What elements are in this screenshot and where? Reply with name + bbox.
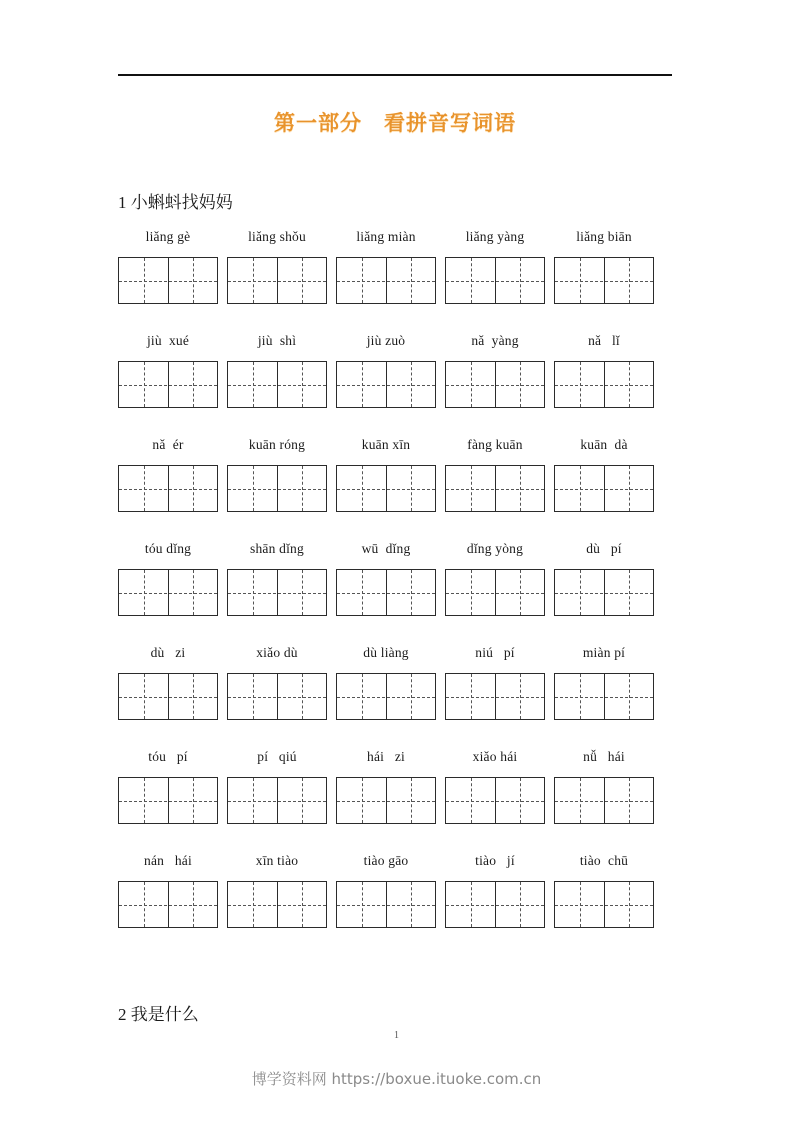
exercise-item xyxy=(118,748,218,824)
pinyin-label: liǎng miàn xyxy=(356,229,416,244)
grid-guide-vertical-right xyxy=(193,258,194,303)
writing-grid-box[interactable] xyxy=(336,777,436,824)
grid-guide-vertical-left xyxy=(253,674,254,719)
grid-guide-horizontal xyxy=(555,697,653,698)
pinyin-label: liǎng gè xyxy=(145,229,191,244)
grid-guide-vertical-right xyxy=(411,882,412,927)
grid-guide-vertical-left xyxy=(144,258,145,303)
grid-guide-vertical-right xyxy=(629,882,630,927)
exercise-item xyxy=(118,228,218,304)
writing-grid-box[interactable] xyxy=(554,777,654,824)
grid-guide-horizontal xyxy=(555,801,653,802)
writing-grid-box[interactable] xyxy=(445,465,545,512)
grid-guide-horizontal xyxy=(119,801,217,802)
grid-guide-horizontal xyxy=(119,281,217,282)
exercise-item xyxy=(445,436,545,512)
exercise-item xyxy=(227,748,327,824)
writing-grid-box[interactable] xyxy=(118,673,218,720)
exercise-row xyxy=(118,332,678,432)
grid-guide-horizontal xyxy=(228,489,326,490)
grid-guide-vertical-left xyxy=(580,778,581,823)
exercise-item xyxy=(336,540,436,616)
page-title: 第一部分 看拼音写词语 xyxy=(274,111,516,135)
grid-guide-vertical-right xyxy=(520,674,521,719)
exercise-row-items xyxy=(118,436,678,512)
grid-guide-vertical-left xyxy=(362,778,363,823)
writing-grid-box[interactable] xyxy=(336,673,436,720)
grid-guide-vertical-left xyxy=(362,466,363,511)
exercise-item xyxy=(118,540,218,616)
grid-guide-vertical-left xyxy=(144,570,145,615)
exercise-item xyxy=(227,436,327,512)
exercise-item xyxy=(554,644,654,720)
grid-guide-vertical-right xyxy=(629,778,630,823)
writing-grid-box[interactable] xyxy=(118,881,218,928)
grid-guide-vertical-right xyxy=(411,362,412,407)
pinyin-label: niú pí xyxy=(475,645,515,660)
grid-guide-vertical-left xyxy=(580,570,581,615)
exercise-item xyxy=(227,540,327,616)
writing-grid-box[interactable] xyxy=(336,881,436,928)
exercise-item xyxy=(336,644,436,720)
grid-guide-vertical-left xyxy=(471,258,472,303)
grid-guide-horizontal xyxy=(337,801,435,802)
pinyin-label: tóu pí xyxy=(148,749,188,764)
writing-grid-box[interactable] xyxy=(445,881,545,928)
pinyin-label: hái zi xyxy=(367,749,405,764)
section-heading-lesson-1: 1 小蝌蚪找妈妈 xyxy=(118,193,233,212)
exercise-row-items xyxy=(118,332,678,408)
writing-grid-box[interactable] xyxy=(118,465,218,512)
writing-grid-box[interactable] xyxy=(554,257,654,304)
grid-guide-vertical-left xyxy=(144,362,145,407)
grid-guide-horizontal xyxy=(119,593,217,594)
writing-grid-box[interactable] xyxy=(445,673,545,720)
exercise-row xyxy=(118,644,678,744)
writing-grid-box[interactable] xyxy=(336,361,436,408)
pinyin-label: xiǎo hái xyxy=(472,749,518,764)
writing-grid-box[interactable] xyxy=(118,777,218,824)
section-heading-lesson-2: 2 我是什么 xyxy=(118,1005,199,1024)
grid-guide-vertical-left xyxy=(362,362,363,407)
grid-guide-vertical-left xyxy=(144,778,145,823)
exercise-row xyxy=(118,540,678,640)
grid-guide-horizontal xyxy=(228,593,326,594)
grid-guide-horizontal xyxy=(337,385,435,386)
grid-guide-vertical-left xyxy=(471,882,472,927)
exercise-row xyxy=(118,852,678,952)
exercise-item xyxy=(554,852,654,928)
pinyin-label: liǎng biān xyxy=(576,229,632,244)
writing-grid-box[interactable] xyxy=(227,257,327,304)
exercise-item xyxy=(336,852,436,928)
exercise-row-items xyxy=(118,748,678,824)
grid-guide-vertical-left xyxy=(471,674,472,719)
writing-grid-box[interactable] xyxy=(445,777,545,824)
exercise-item xyxy=(445,540,545,616)
pinyin-label: dù zi xyxy=(150,645,186,660)
writing-grid-box[interactable] xyxy=(227,673,327,720)
pinyin-label: nǎ lǐ xyxy=(588,333,620,348)
exercise-row xyxy=(118,436,678,536)
writing-grid-box[interactable] xyxy=(445,257,545,304)
grid-guide-vertical-right xyxy=(302,778,303,823)
grid-guide-horizontal xyxy=(555,593,653,594)
grid-guide-vertical-left xyxy=(144,674,145,719)
grid-guide-horizontal xyxy=(119,385,217,386)
pinyin-label: tiào gāo xyxy=(363,853,409,868)
grid-guide-vertical-left xyxy=(471,570,472,615)
grid-guide-vertical-right xyxy=(302,362,303,407)
writing-grid-box[interactable] xyxy=(118,569,218,616)
exercise-item xyxy=(336,228,436,304)
grid-guide-vertical-left xyxy=(253,362,254,407)
pinyin-label: jiù zuò xyxy=(366,333,406,348)
exercise-item xyxy=(118,436,218,512)
grid-guide-horizontal xyxy=(555,489,653,490)
grid-guide-vertical-left xyxy=(253,882,254,927)
grid-guide-vertical-right xyxy=(629,258,630,303)
writing-grid-box[interactable] xyxy=(227,465,327,512)
grid-guide-vertical-right xyxy=(520,778,521,823)
grid-guide-vertical-left xyxy=(580,882,581,927)
pinyin-label: shān dǐng xyxy=(250,541,304,556)
pinyin-label: liǎng yàng xyxy=(465,229,525,244)
exercise-item xyxy=(118,332,218,408)
pinyin-label: nǎ yàng xyxy=(471,333,519,348)
pinyin-label: dù pí xyxy=(586,541,622,556)
grid-guide-vertical-left xyxy=(580,466,581,511)
grid-guide-vertical-left xyxy=(580,674,581,719)
grid-guide-vertical-right xyxy=(302,674,303,719)
exercise-item xyxy=(445,852,545,928)
writing-grid-box[interactable] xyxy=(118,257,218,304)
grid-guide-vertical-right xyxy=(302,466,303,511)
grid-guide-vertical-left xyxy=(362,674,363,719)
exercise-item xyxy=(118,644,218,720)
writing-grid-box[interactable] xyxy=(227,569,327,616)
grid-guide-vertical-left xyxy=(144,882,145,927)
exercise-item xyxy=(445,332,545,408)
grid-guide-horizontal xyxy=(337,905,435,906)
grid-guide-horizontal xyxy=(446,905,544,906)
writing-grid-box[interactable] xyxy=(445,361,545,408)
watermark: 博学资料网 https://boxue.ituoke.com.cn xyxy=(251,1070,542,1088)
pinyin-label: tiào chū xyxy=(579,853,629,868)
grid-guide-vertical-right xyxy=(302,882,303,927)
exercise-item xyxy=(227,644,327,720)
grid-guide-horizontal xyxy=(228,801,326,802)
pinyin-label: dù liàng xyxy=(363,645,409,660)
pinyin-label: xīn tiào xyxy=(255,853,299,868)
exercise-item xyxy=(336,332,436,408)
grid-guide-horizontal xyxy=(337,697,435,698)
grid-guide-vertical-left xyxy=(362,258,363,303)
writing-grid-box[interactable] xyxy=(554,465,654,512)
pinyin-label: tiào jí xyxy=(475,853,515,868)
pinyin-label: liǎng shǒu xyxy=(248,229,306,244)
grid-guide-vertical-right xyxy=(520,258,521,303)
grid-guide-vertical-left xyxy=(253,466,254,511)
grid-guide-horizontal xyxy=(446,593,544,594)
grid-guide-vertical-left xyxy=(362,882,363,927)
exercise-row-items xyxy=(118,228,678,304)
grid-guide-vertical-right xyxy=(520,882,521,927)
grid-guide-vertical-left xyxy=(580,258,581,303)
pinyin-label: jiù shì xyxy=(257,333,297,348)
grid-guide-horizontal xyxy=(119,489,217,490)
exercise-item xyxy=(227,332,327,408)
grid-guide-vertical-right xyxy=(302,570,303,615)
grid-guide-vertical-right xyxy=(411,674,412,719)
pinyin-label: nǚ hái xyxy=(583,749,625,764)
grid-guide-horizontal xyxy=(555,905,653,906)
grid-guide-vertical-left xyxy=(253,570,254,615)
exercise-row xyxy=(118,228,678,328)
grid-guide-horizontal xyxy=(337,489,435,490)
writing-grid-box[interactable] xyxy=(227,361,327,408)
exercise-item xyxy=(445,748,545,824)
grid-guide-horizontal xyxy=(119,905,217,906)
grid-guide-vertical-right xyxy=(629,466,630,511)
grid-guide-vertical-right xyxy=(193,882,194,927)
grid-guide-vertical-right xyxy=(629,570,630,615)
exercise-item xyxy=(227,852,327,928)
pinyin-label: kuān xīn xyxy=(361,437,411,452)
grid-guide-vertical-right xyxy=(302,258,303,303)
pinyin-label: nán hái xyxy=(144,853,192,868)
exercise-row-items xyxy=(118,852,678,928)
writing-grid-box[interactable] xyxy=(336,465,436,512)
grid-guide-vertical-right xyxy=(411,778,412,823)
grid-guide-vertical-right xyxy=(193,362,194,407)
exercise-item xyxy=(445,228,545,304)
writing-grid-box[interactable] xyxy=(445,569,545,616)
grid-guide-vertical-right xyxy=(193,570,194,615)
grid-guide-horizontal xyxy=(337,593,435,594)
grid-guide-horizontal xyxy=(555,385,653,386)
pinyin-label: pí qiú xyxy=(257,749,297,764)
writing-grid-box[interactable] xyxy=(336,569,436,616)
grid-guide-horizontal xyxy=(337,281,435,282)
grid-guide-vertical-right xyxy=(193,466,194,511)
writing-grid-box[interactable] xyxy=(227,777,327,824)
grid-guide-vertical-right xyxy=(520,466,521,511)
exercise-item xyxy=(336,436,436,512)
grid-guide-vertical-left xyxy=(144,466,145,511)
grid-guide-horizontal xyxy=(228,385,326,386)
grid-guide-vertical-right xyxy=(193,674,194,719)
exercise-item xyxy=(554,332,654,408)
exercise-item xyxy=(554,436,654,512)
writing-grid-box[interactable] xyxy=(118,361,218,408)
pinyin-label: wū dǐng xyxy=(361,541,411,556)
exercise-row-items xyxy=(118,644,678,720)
exercise-item xyxy=(554,228,654,304)
grid-guide-horizontal xyxy=(228,281,326,282)
pinyin-label: jiù xué xyxy=(146,333,190,348)
page-number: 1 xyxy=(394,1030,399,1041)
grid-guide-horizontal xyxy=(228,697,326,698)
writing-grid-box[interactable] xyxy=(554,569,654,616)
grid-guide-vertical-right xyxy=(411,258,412,303)
writing-grid-box[interactable] xyxy=(227,881,327,928)
grid-guide-horizontal xyxy=(446,801,544,802)
grid-guide-vertical-left xyxy=(580,362,581,407)
pinyin-label: nǎ ér xyxy=(152,437,184,452)
exercise-item xyxy=(554,748,654,824)
grid-guide-vertical-left xyxy=(362,570,363,615)
grid-guide-vertical-right xyxy=(411,570,412,615)
grid-guide-vertical-left xyxy=(471,778,472,823)
grid-guide-horizontal xyxy=(446,281,544,282)
writing-grid-box[interactable] xyxy=(554,881,654,928)
grid-guide-vertical-right xyxy=(193,778,194,823)
pinyin-label: dǐng yòng xyxy=(466,541,524,556)
grid-guide-horizontal xyxy=(446,385,544,386)
pinyin-label: kuān róng xyxy=(248,437,306,452)
grid-guide-horizontal xyxy=(228,905,326,906)
grid-guide-horizontal xyxy=(446,489,544,490)
grid-guide-vertical-right xyxy=(629,674,630,719)
grid-guide-vertical-right xyxy=(520,362,521,407)
grid-guide-horizontal xyxy=(446,697,544,698)
grid-guide-vertical-left xyxy=(471,362,472,407)
exercise-item xyxy=(445,644,545,720)
grid-guide-vertical-left xyxy=(253,778,254,823)
grid-guide-vertical-right xyxy=(629,362,630,407)
exercise-item xyxy=(227,228,327,304)
pinyin-label: tóu dǐng xyxy=(144,541,192,556)
exercise-row xyxy=(118,748,678,848)
grid-guide-vertical-right xyxy=(411,466,412,511)
pinyin-label: kuān dà xyxy=(580,437,628,452)
writing-grid-box[interactable] xyxy=(336,257,436,304)
exercise-item xyxy=(336,748,436,824)
writing-grid-box[interactable] xyxy=(554,361,654,408)
grid-guide-vertical-left xyxy=(471,466,472,511)
writing-grid-box[interactable] xyxy=(554,673,654,720)
grid-guide-horizontal xyxy=(555,281,653,282)
header-rule xyxy=(118,74,672,76)
pinyin-label: fàng kuān xyxy=(467,437,523,452)
pinyin-label: xiǎo dù xyxy=(256,645,298,660)
grid-guide-vertical-left xyxy=(253,258,254,303)
exercise-item xyxy=(554,540,654,616)
exercise-row-items xyxy=(118,540,678,616)
grid-guide-vertical-right xyxy=(520,570,521,615)
pinyin-label: miàn pí xyxy=(582,645,626,660)
grid-guide-horizontal xyxy=(119,697,217,698)
exercise-item xyxy=(118,852,218,928)
